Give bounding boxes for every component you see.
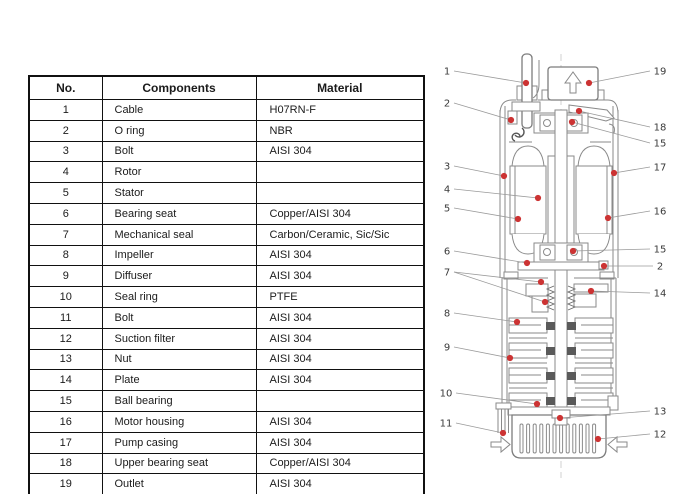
- table-row: [29, 183, 424, 204]
- callout-number: 11: [439, 418, 453, 430]
- row-no: 15: [29, 391, 102, 412]
- callout-number: 16: [653, 206, 667, 218]
- part-marker-dot: [524, 260, 530, 266]
- components-table: [28, 75, 425, 494]
- callout-number: 6: [443, 246, 451, 258]
- row-no: 17: [29, 432, 102, 453]
- row-component: Diffuser: [102, 266, 256, 287]
- table-row: [29, 120, 424, 141]
- callout-number: 2: [443, 98, 451, 110]
- row-no: 18: [29, 453, 102, 474]
- part-marker-dot: [576, 108, 582, 114]
- callout-number: 15: [653, 138, 667, 150]
- table-row: [29, 307, 424, 328]
- callout-number: 7: [443, 267, 451, 279]
- part-marker-dot: [557, 415, 563, 421]
- table-row: [29, 100, 424, 121]
- row-no: 4: [29, 162, 102, 183]
- row-material: AISI 304: [256, 411, 424, 432]
- col-header-components: Components: [102, 76, 256, 100]
- row-material: Copper/AISI 304: [256, 203, 424, 224]
- leader-line: [608, 211, 650, 218]
- row-no: 14: [29, 370, 102, 391]
- part-marker-dot: [507, 355, 513, 361]
- row-no: 16: [29, 411, 102, 432]
- callout-2: [601, 262, 663, 273]
- table-row: [29, 203, 424, 224]
- row-component: Motor housing: [102, 411, 256, 432]
- row-component: Ball bearing: [102, 391, 256, 412]
- callout-number: 10: [439, 388, 453, 400]
- table-row: [29, 453, 424, 474]
- part-marker-dot: [501, 173, 507, 179]
- row-component: Stator: [102, 183, 256, 204]
- row-component: Cable: [102, 100, 256, 121]
- header-row: [29, 76, 424, 100]
- row-no: 1: [29, 100, 102, 121]
- part-marker-dot: [586, 80, 592, 86]
- part-marker-dot: [508, 117, 514, 123]
- callout-number: 15: [653, 244, 667, 256]
- leader-line: [454, 103, 511, 120]
- row-no: 12: [29, 328, 102, 349]
- row-component: Seal ring: [102, 287, 256, 308]
- row-no: 2: [29, 120, 102, 141]
- row-component: Bolt: [102, 141, 256, 162]
- row-component: Upper bearing seat: [102, 453, 256, 474]
- row-material: PTFE: [256, 287, 424, 308]
- row-no: 11: [29, 307, 102, 328]
- table-header: [29, 76, 424, 100]
- callout-11: [440, 419, 506, 437]
- row-material: [256, 162, 424, 183]
- leader-line: [456, 423, 503, 433]
- callout-number: 9: [443, 342, 451, 354]
- row-material: AISI 304: [256, 370, 424, 391]
- row-material: AISI 304: [256, 328, 424, 349]
- table-row: [29, 328, 424, 349]
- leader-line: [454, 313, 517, 322]
- bearing-seat: [518, 262, 604, 270]
- leader-line: [579, 111, 650, 127]
- leader-line: [454, 251, 527, 263]
- table-row: [29, 432, 424, 453]
- part-marker-dot: [535, 195, 541, 201]
- pump-diagram: [430, 40, 700, 486]
- row-component: Impeller: [102, 245, 256, 266]
- table-row: [29, 224, 424, 245]
- table-row: [29, 411, 424, 432]
- bottom-bolt: [496, 403, 511, 433]
- callout-number: 17: [653, 162, 667, 174]
- row-material: AISI 304: [256, 245, 424, 266]
- table-row: [29, 391, 424, 412]
- row-material: H07RN-F: [256, 100, 424, 121]
- callout-number: 8: [443, 308, 451, 320]
- row-material: AISI 304: [256, 349, 424, 370]
- row-no: 6: [29, 203, 102, 224]
- row-no: 13: [29, 349, 102, 370]
- row-material: NBR: [256, 120, 424, 141]
- part-marker-dot: [570, 248, 576, 254]
- row-component: Rotor: [102, 162, 256, 183]
- row-material: AISI 304: [256, 266, 424, 287]
- row-no: 19: [29, 474, 102, 494]
- pump-drawing: [430, 40, 700, 486]
- row-material: [256, 183, 424, 204]
- table-row: [29, 287, 424, 308]
- row-material: AISI 304: [256, 141, 424, 162]
- leader-line: [454, 272, 541, 282]
- callout-number: 3: [443, 161, 451, 173]
- row-material: Carbon/Ceramic, Sic/Sic: [256, 224, 424, 245]
- part-marker-dot: [605, 215, 611, 221]
- callout-1: [444, 67, 529, 87]
- row-component: Bolt: [102, 307, 256, 328]
- row-component: O ring: [102, 120, 256, 141]
- table-body: [29, 100, 424, 494]
- row-no: 3: [29, 141, 102, 162]
- row-component: Suction filter: [102, 328, 256, 349]
- callout-16: [605, 207, 666, 222]
- leader-line: [614, 167, 650, 173]
- row-material: [256, 391, 424, 412]
- part-marker-dot: [538, 279, 544, 285]
- table-row: [29, 141, 424, 162]
- row-component: Outlet: [102, 474, 256, 494]
- part-marker-dot: [542, 299, 548, 305]
- wire-coil: [512, 128, 524, 141]
- row-material: AISI 304: [256, 432, 424, 453]
- leader-line: [454, 71, 526, 83]
- callout-number: 18: [653, 122, 667, 134]
- callout-number: 4: [443, 184, 451, 196]
- callout-number: 5: [443, 203, 451, 215]
- callout-number: 12: [653, 429, 667, 441]
- row-component: Plate: [102, 370, 256, 391]
- part-marker-dot: [523, 80, 529, 86]
- part-marker-dot: [500, 430, 506, 436]
- part-marker-dot: [588, 288, 594, 294]
- table-row: [29, 474, 424, 494]
- row-material: Copper/AISI 304: [256, 453, 424, 474]
- table-row: [29, 162, 424, 183]
- part-marker-dot: [514, 319, 520, 325]
- row-component: Pump casing: [102, 432, 256, 453]
- part-marker-dot: [534, 401, 540, 407]
- part-marker-dot: [595, 436, 601, 442]
- row-no: 5: [29, 183, 102, 204]
- inlet-arrow-right-icon: [608, 437, 627, 452]
- table-row: [29, 266, 424, 287]
- part-marker-dot: [601, 263, 607, 269]
- callout-number: 2: [656, 261, 664, 273]
- leader-line: [454, 166, 504, 176]
- table-row: [29, 245, 424, 266]
- row-component: Bearing seat: [102, 203, 256, 224]
- part-marker-dot: [611, 170, 617, 176]
- row-material: AISI 304: [256, 474, 424, 494]
- row-no: 10: [29, 287, 102, 308]
- part-marker-dot: [569, 119, 575, 125]
- part-marker-dot: [515, 216, 521, 222]
- callout-17: [611, 163, 666, 177]
- col-header-material: Material: [256, 76, 424, 100]
- callout-number: 19: [653, 66, 667, 78]
- callout-number: 14: [653, 288, 667, 300]
- row-component: Mechanical seal: [102, 224, 256, 245]
- table-row: [29, 349, 424, 370]
- inlet-arrow-left-icon: [491, 437, 510, 452]
- row-no: 9: [29, 266, 102, 287]
- callout-3: [444, 162, 507, 180]
- table-row: [29, 370, 424, 391]
- callout-number: 13: [653, 406, 667, 418]
- callout-number: 1: [443, 66, 451, 78]
- row-no: 7: [29, 224, 102, 245]
- row-component: Nut: [102, 349, 256, 370]
- row-no: 8: [29, 245, 102, 266]
- row-material: AISI 304: [256, 307, 424, 328]
- col-header-no: No.: [29, 76, 102, 100]
- callout-9: [444, 343, 513, 362]
- leader-line: [454, 208, 518, 219]
